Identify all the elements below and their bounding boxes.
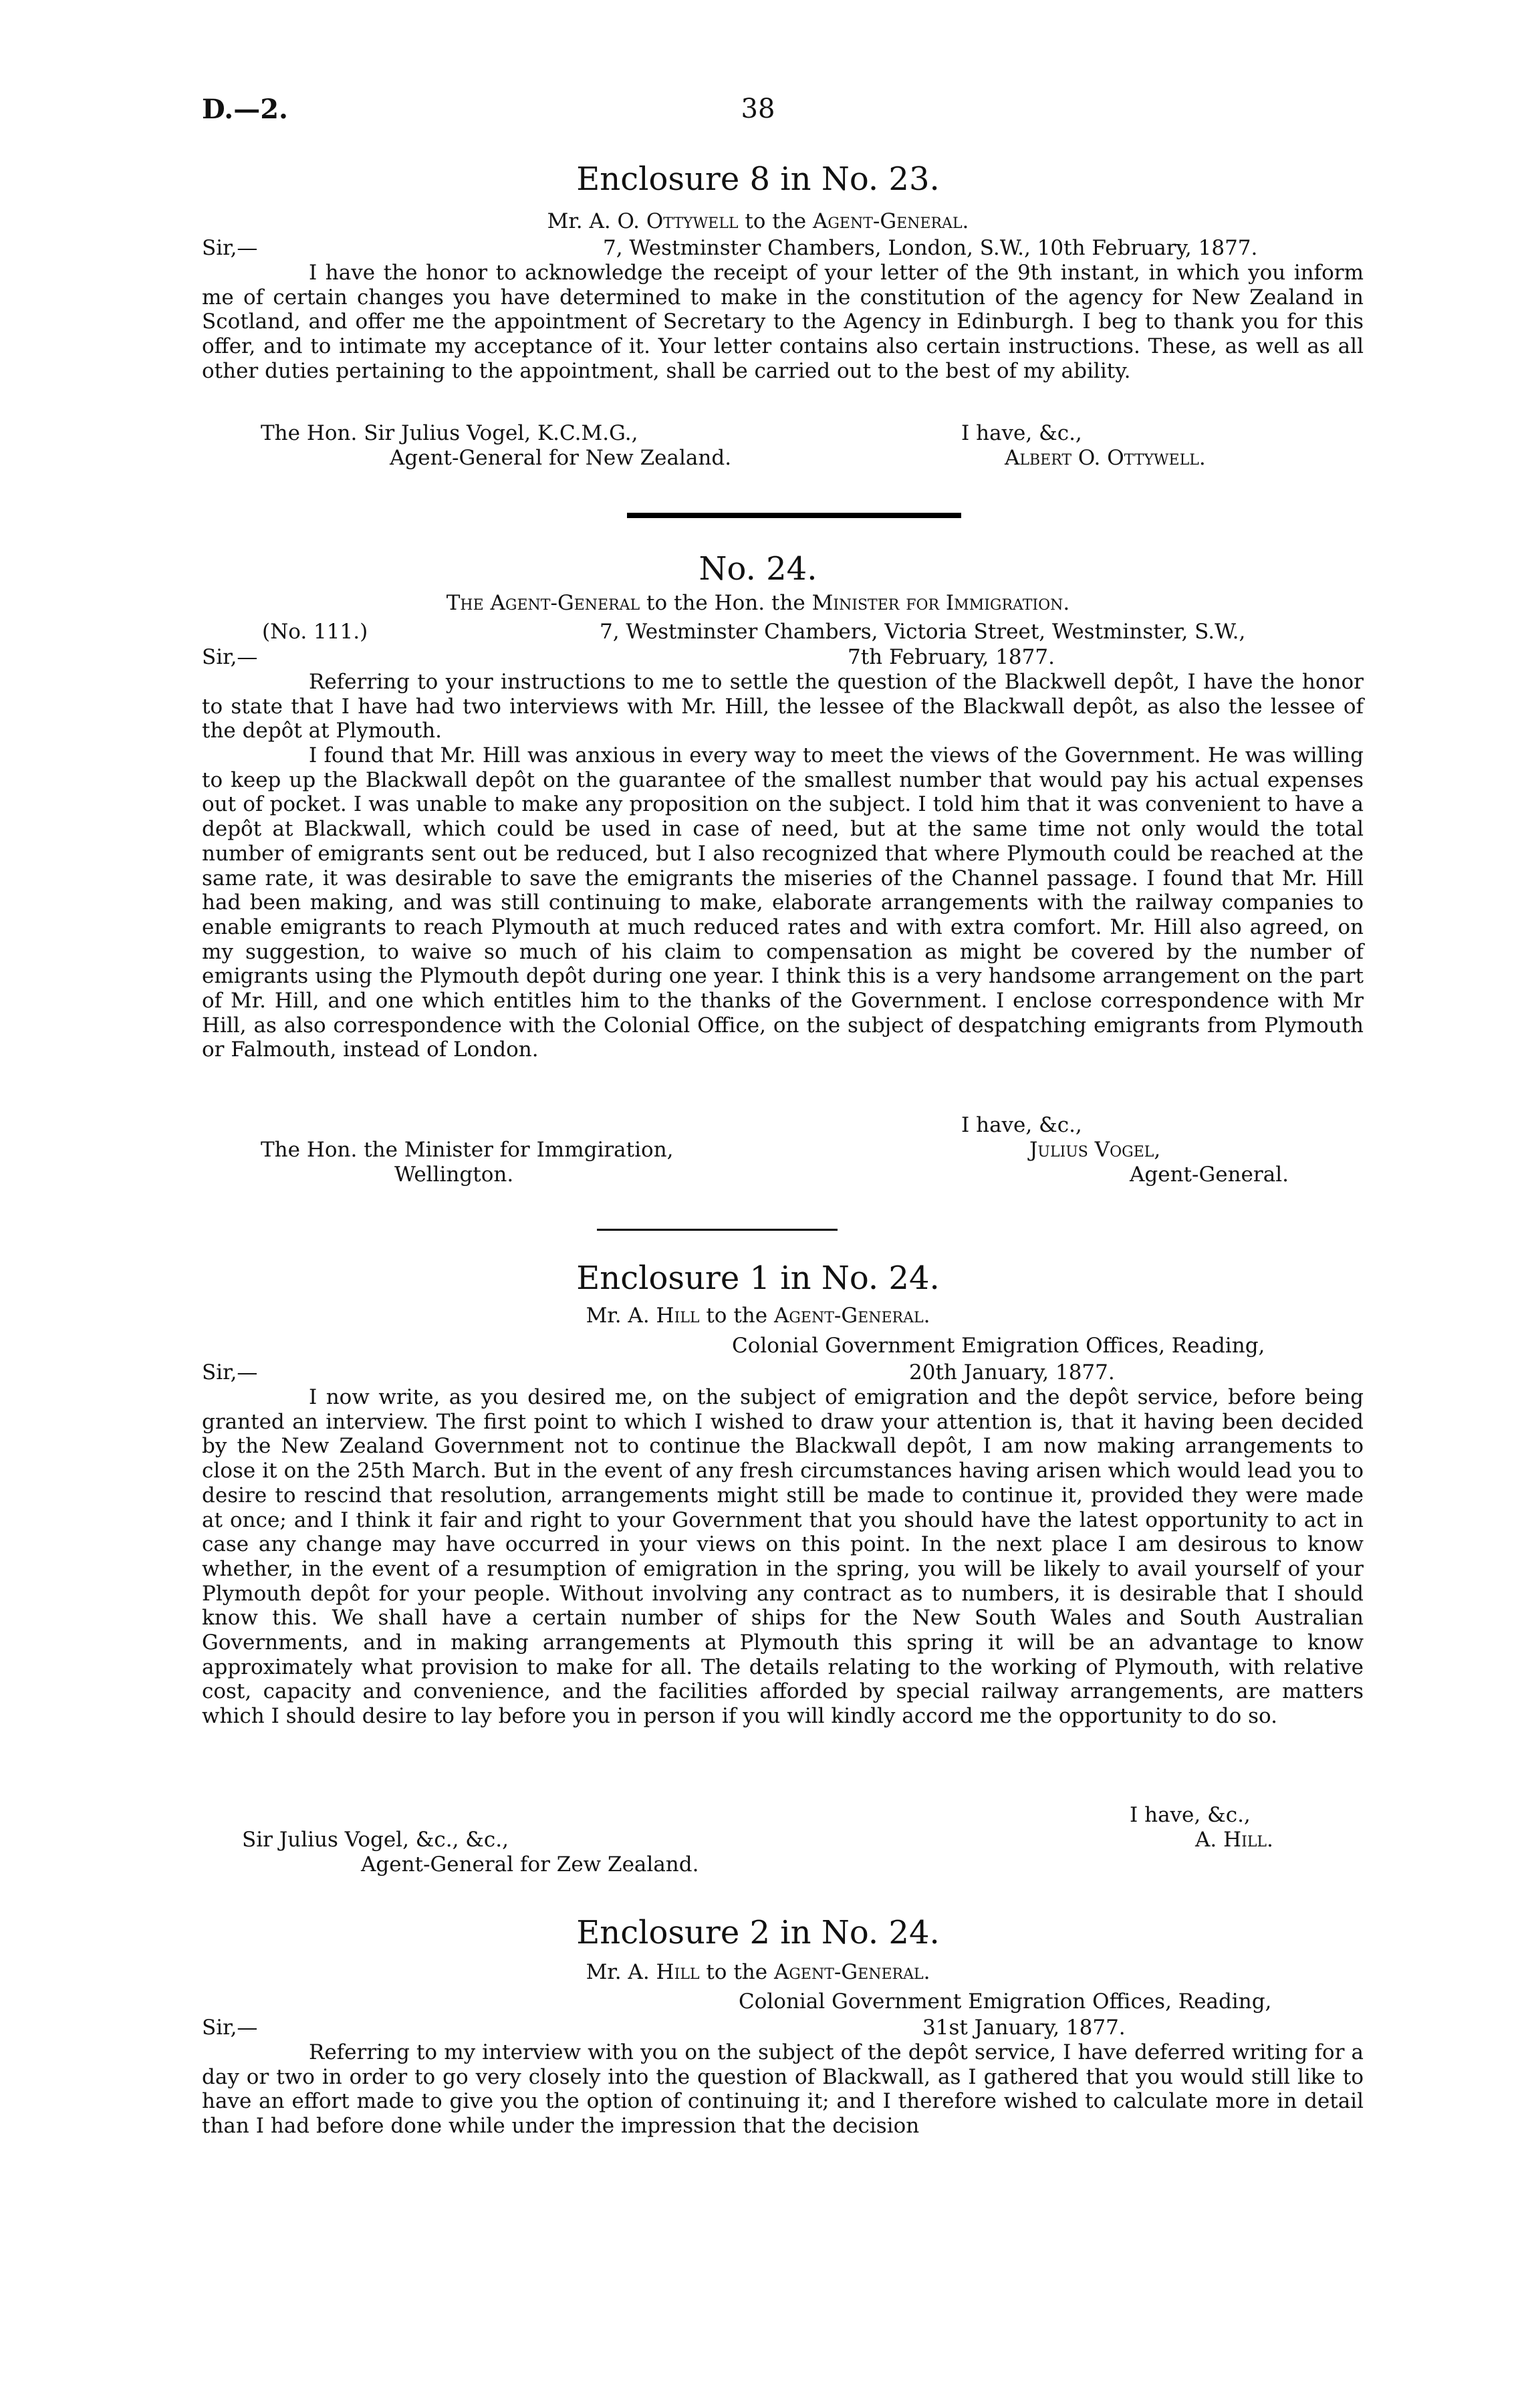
subtitle-text: to the	[706, 1304, 768, 1328]
section-title: Enclosure 8 in No. 23.	[576, 160, 940, 198]
section-divider	[627, 513, 961, 518]
section-divider	[597, 1229, 838, 1231]
letter-date: 31st January, 1877.	[922, 2016, 1126, 2040]
addressee-line: The Hon. Sir Julius Vogel, K.C.M.G.,	[261, 421, 638, 445]
letter-address: 7, Westminster Chambers, London, S.W., 10th February, 1877.	[603, 236, 1258, 260]
subtitle-text: Mr. A. O.	[547, 209, 640, 233]
document-reference: D.—2.	[202, 94, 288, 125]
addressee-line: Agent-General for New Zealand.	[390, 446, 732, 470]
section-title: Enclosure 1 in No. 24.	[576, 1259, 940, 1297]
letter-paragraph: Referring to my interview with you on the subject of the depôt service, I have deferred writing for a day or two in order to go very closely into the question of Blackwall, as I gathered that you would still like to have an effort made to give you the option of continuing it; and I therefore wished to calculate more in detail than I had before done while under the impression that the decision	[202, 2040, 1364, 2139]
letter-paragraph: Referring to your instructions to me to settle the question of the Blackwell depôt, I have the honor to state that I have had two interviews with Mr. Hill, the lessee of the Blackwall depôt, as also the lessee of the depôt at Plymouth.	[202, 670, 1364, 743]
subtitle-to: Agent-General.	[773, 1960, 930, 1984]
page-number: 38	[741, 94, 775, 124]
reference-number: (No. 111.)	[262, 620, 368, 644]
letter-paragraph: I found that Mr. Hill was anxious in every way to meet the views of the Government. He was willing to keep up the Blackwall depôt on the guarantee of the smallest number that would pay his actual expenses out of pocket. I was unable to make any proposition on the subject. I told him that it was convenient to have a depôt at Blackwall, which could be used in case of need, but at the same time not only would the total number of emigrants sent out be reduced, but I also recognized that where Plymouth could be reached at the same rate, it was desirable to save the emigrants the miseries of the Channel passage. I found that Mr. Hill had been making, and was still continuing to make, elaborate arrangements with the railway companies to enable emigrants to reach Plymouth at much reduced rates and with extra comfort. Mr. Hill also agreed, on my suggestion, to waive so much of his claim to compensation as might be covered by the number of emigrants using the Plymouth depôt during one year. I think this is a very handsome arrangement on the part of Mr. Hill, and one which entitles him to the thanks of the Government. I enclose correspondence with Mr Hill, as also correspondence with the Colonial Office, on the subject of despatching emigrants from Plymouth or Falmouth, instead of London.	[202, 743, 1364, 1062]
section-subtitle	[0, 1960, 1516, 1984]
subtitle-from: Hill	[656, 1304, 700, 1328]
subtitle-text: Mr. A.	[586, 1960, 650, 1984]
section-title: Enclosure 2 in No. 24.	[576, 1914, 940, 1951]
letter-address: Colonial Government Emigration Offices, Reading,	[739, 1990, 1272, 2014]
addressee-line: The Hon. the Minister for Immgiration,	[261, 1138, 674, 1162]
signature-title: Agent-General.	[1130, 1163, 1289, 1187]
signature: Albert O. Ottywell.	[1005, 446, 1206, 470]
closing: I have, &c.,	[1130, 1803, 1251, 1827]
letter-date: 7th February, 1877.	[848, 645, 1055, 669]
section-subtitle	[0, 591, 1516, 615]
subtitle-from: The Agent-General	[446, 591, 640, 615]
subtitle-to: Agent-General.	[812, 209, 969, 233]
addressee-line: Sir Julius Vogel, &c., &c.,	[242, 1828, 509, 1852]
subtitle-from: Hill	[656, 1960, 700, 1984]
signature: A. Hill.	[1195, 1828, 1273, 1852]
subtitle-from: Ottywell	[646, 209, 739, 233]
section-title: No. 24.	[699, 550, 817, 588]
closing: I have, &c.,	[961, 421, 1082, 445]
letter-paragraph: I have the honor to acknowledge the receipt of your letter of the 9th instant, in which you inform me of certain changes you have determined to make in the constitution of the agency for New Zealand in Scotland, and offer me the appointment of Secretary to the Agency in Edinburgh. I beg to thank you for this offer, and to intimate my acceptance of it. Your letter contains also certain instructions. These, as well as all other duties pertaining to the appointment, shall be carried out to the best of my ability.	[202, 261, 1364, 383]
closing: I have, &c.,	[961, 1113, 1082, 1137]
salutation: Sir,—	[202, 1360, 258, 1384]
letter-paragraph: I now write, as you desired me, on the subject of emigration and the depôt service, before being granted an interview. The first point to which I wished to draw your attention is, that it having been decided by the New Zealand Government not to continue the Blackwall depôt, I am now making arrangements to close it on the 25th March. But in the event of any fresh circumstances having arisen which would lead you to desire to rescind that resolution, arrangements might still be made to continue it, provided they were made at once; and I think it fair and right to your Government that you should have the latest opportunity to act in case any change may have occurred in your views on this point. In the next place I am desirous to know whether, in the event of a resumption of emigration in the spring, you will be likely to avail yourself of your Plymouth depôt for your people. Without involving any contract as to numbers, it is desirable that I should know this. We shall have a certain number of ships for the New South Wales and South Australian Governments, and in making arrangements at Plymouth this spring it will be an advantage to know approximately what provision to make for all. The details relating to the working of Plymouth, with relative cost, capacity and convenience, and the facilities afforded by special railway arrangements, are matters which I should desire to lay before you in person if you will kindly accord me the opportunity to do so.	[202, 1385, 1364, 1729]
salutation: Sir,—	[202, 645, 258, 669]
subtitle-text: Mr. A.	[586, 1304, 650, 1328]
subtitle-text: to the	[706, 1960, 768, 1984]
signature: Julius Vogel,	[1029, 1138, 1161, 1162]
letter-address: 7, Westminster Chambers, Victoria Street, Westminster, S.W.,	[600, 620, 1246, 644]
subtitle-text: to the Hon. the	[646, 591, 805, 615]
salutation: Sir,—	[202, 236, 258, 260]
letter-address: Colonial Government Emigration Offices, Reading,	[732, 1334, 1265, 1358]
section-subtitle	[0, 1304, 1516, 1328]
letter-date: 20th January, 1877.	[909, 1360, 1115, 1384]
salutation: Sir,—	[202, 2016, 258, 2040]
section-subtitle	[0, 209, 1516, 233]
subtitle-text: to the	[745, 209, 807, 233]
addressee-line: Wellington.	[394, 1163, 514, 1187]
subtitle-to: Minister for Immigration.	[811, 591, 1070, 615]
subtitle-to: Agent-General.	[773, 1304, 930, 1328]
addressee-line: Agent-General for Zew Zealand.	[361, 1852, 699, 1877]
